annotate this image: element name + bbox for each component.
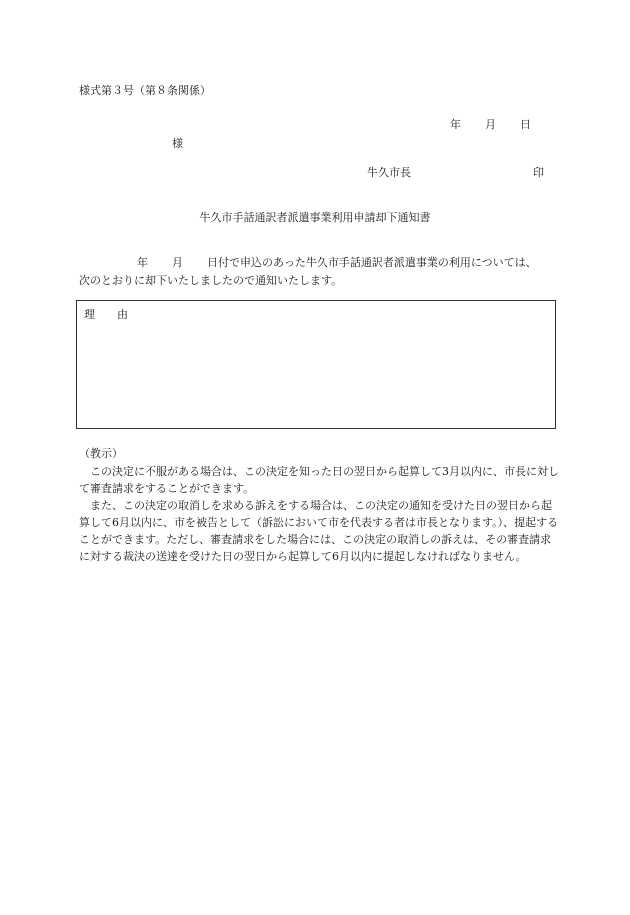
issuer-name: 牛久市長 xyxy=(367,166,411,179)
notice-text xyxy=(79,463,559,565)
notice-paragraph-2: また、この決定の取消しを求める訴えをする場合は、この決定の通知を受けた日の翌日から起算して6月以内に、市を被告として（訴訟において市を代表する者は市長となります。）、提起することができます。ただし、審査請求をした場合には、この決定の取消しの訴えは、その審査請求に対する裁決の送達を受けた日の翌日から起算して6月以内に提起しなければなりません。 xyxy=(79,499,559,563)
date-month: 月 xyxy=(485,118,496,131)
body-paragraph xyxy=(79,254,565,290)
body-month: 月 xyxy=(172,256,183,269)
addressee-suffix: 様 xyxy=(172,137,183,150)
notice-heading: （教示） xyxy=(79,447,123,460)
reason-label: 理 由 xyxy=(84,308,128,321)
body-text-line1: 日付で申込のあった牛久市手話通訳者派遣事業の利用については、 xyxy=(207,256,537,269)
date-year: 年 xyxy=(450,118,461,131)
date-line xyxy=(450,116,531,132)
body-text-line2: 次のとおりに却下いたしましたので通知いたします。 xyxy=(79,274,343,287)
reason-box xyxy=(76,300,556,429)
seal-mark: 印 xyxy=(533,166,544,179)
form-number: 様式第３号（第８条関係） xyxy=(79,84,211,97)
date-day: 日 xyxy=(520,118,531,131)
body-year: 年 xyxy=(137,256,148,269)
notice-paragraph-1: この決定に不服がある場合は、この決定を知った日の翌日から起算して3月以内に、市長に対して審査請求をすることができます。 xyxy=(79,465,559,495)
document-title: 牛久市手話通訳者派遣事業利用申請却下通知書 xyxy=(199,211,431,224)
